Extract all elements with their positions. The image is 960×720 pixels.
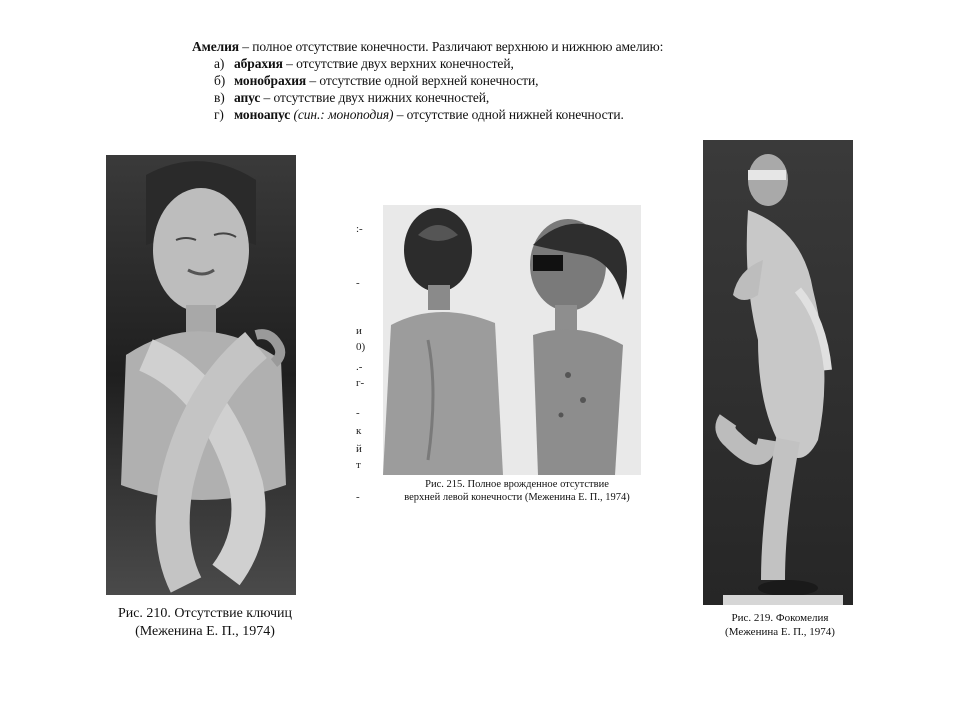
list-marker: г): [214, 107, 224, 122]
margin-fragment: -: [356, 277, 360, 289]
intro-text: [192, 38, 752, 123]
figure-215-photo: [383, 205, 641, 475]
list-item: [192, 89, 752, 106]
margin-fragment: :-: [356, 223, 363, 235]
list-desc: – отсутствие двух нижних конечностей,: [260, 90, 490, 105]
list-desc: – отсутствие одной верхней конечности,: [306, 73, 539, 88]
figure-210-caption: [90, 605, 320, 640]
caption-line: верхней левой конечности (Меженина Е. П., 1974): [404, 492, 630, 504]
list-term: монобрахия: [234, 73, 307, 88]
list-marker: а): [214, 56, 225, 71]
intro-heading-line: [192, 38, 752, 55]
amelia-definition: – полное отсутствие конечности. Различают верхнюю и нижнюю амелию:: [239, 39, 664, 54]
figure-219-photo: [703, 140, 853, 605]
list-marker: б): [214, 73, 226, 88]
margin-fragment: к: [356, 425, 362, 437]
caption-line: Рис. 210. Отсутствие ключиц: [117, 606, 293, 621]
caption-line: Рис. 219. Фокомелия: [731, 612, 829, 624]
margin-fragment: т: [356, 459, 361, 471]
list-desc: – отсутствие двух верхних конечностей,: [282, 56, 514, 71]
list-item: [192, 72, 752, 89]
figure-210-photo: [106, 155, 296, 595]
term-amelia: Амелия: [192, 39, 239, 54]
figure-215-caption: [372, 478, 662, 504]
figure-219-caption: [690, 612, 870, 640]
margin-fragment: г-: [356, 377, 365, 389]
margin-fragment: 0): [356, 341, 366, 353]
margin-fragment: -: [356, 407, 360, 419]
caption-line: Рис. 215. Полное врожденное отсутствие: [425, 479, 609, 490]
margin-fragment: .-: [356, 361, 363, 373]
margin-fragment: й: [356, 443, 362, 455]
list-term: абрахия: [234, 56, 283, 71]
margin-fragment: -: [356, 491, 360, 503]
margin-fragment: и: [356, 325, 362, 337]
list-desc: – отсутствие одной нижней конечности.: [393, 107, 624, 122]
list-synonym: (син.: моноподия): [290, 107, 394, 122]
caption-line: (Меженина Е. П., 1974): [725, 625, 835, 638]
list-marker: в): [214, 90, 225, 105]
caption-line: (Меженина Е. П., 1974): [135, 623, 275, 639]
list-item: [192, 55, 752, 72]
list-term: моноапус: [234, 107, 291, 122]
list-term: апус: [234, 90, 261, 105]
list-item: [192, 106, 752, 123]
